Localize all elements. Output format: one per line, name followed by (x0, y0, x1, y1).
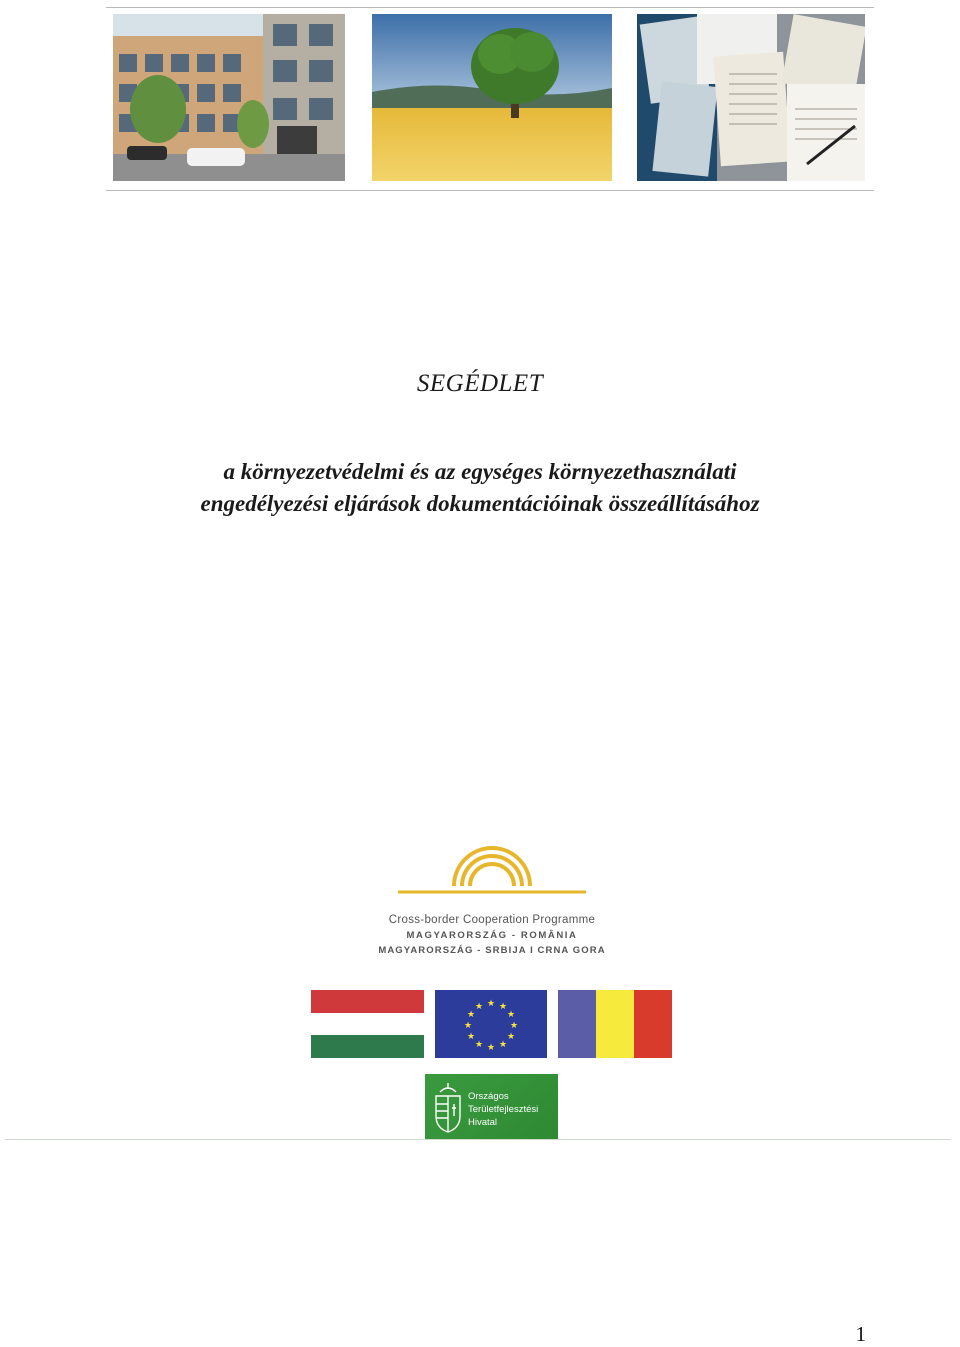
svg-text:★: ★ (474, 1040, 484, 1050)
programme-hu-ro: MAGYARORSZÁG - ROMÂNIA (406, 930, 578, 941)
wheat-field-tree-photo (372, 14, 612, 181)
svg-text:★: ★ (463, 1021, 473, 1031)
footer-rule (5, 1139, 951, 1140)
svg-text:★: ★ (506, 1032, 516, 1042)
programme-hu-rs: MAGYARORSZÁG - SRBIJA I CRNA GORA (378, 945, 606, 956)
svg-text:★: ★ (486, 1043, 496, 1053)
header-top-rule (106, 7, 874, 8)
romania-flag (558, 990, 672, 1058)
cross-border-programme-logo (376, 840, 608, 962)
agency-name-line-2: Területfejlesztési (468, 1104, 539, 1115)
agency-name (468, 1090, 538, 1129)
svg-text:★: ★ (466, 1010, 476, 1020)
coat-of-arms-icon (431, 1080, 465, 1134)
programme-name: Cross-border Cooperation Programme (388, 914, 596, 926)
eu-flag (435, 990, 547, 1058)
sunrise-arc-icon (376, 840, 608, 900)
svg-text:★: ★ (486, 999, 496, 1009)
agency-logo (425, 1074, 558, 1139)
svg-text:★: ★ (474, 1002, 484, 1012)
svg-text:★: ★ (466, 1032, 476, 1042)
page-number: 1 (855, 1322, 866, 1346)
documents-keyboard-photo (637, 14, 865, 181)
subtitle-line-2: engedélyezési eljárások dokumentációinak összeállításához (200, 491, 760, 516)
office-building-photo (113, 14, 345, 181)
agency-name-line-3: Hivatal (468, 1117, 498, 1128)
svg-text:★: ★ (498, 1002, 508, 1012)
header-bottom-rule (106, 190, 874, 191)
document-title: SEGÉDLET (416, 370, 544, 397)
subtitle-line-1: a környezetvédelmi és az egységes környezethasználati (223, 459, 737, 484)
agency-name-line-1: Országos (468, 1091, 509, 1102)
svg-text:★: ★ (509, 1021, 519, 1031)
document-subtitle (0, 456, 960, 520)
svg-text:★: ★ (506, 1010, 516, 1020)
svg-text:★: ★ (498, 1040, 508, 1050)
hungary-flag (311, 990, 424, 1058)
